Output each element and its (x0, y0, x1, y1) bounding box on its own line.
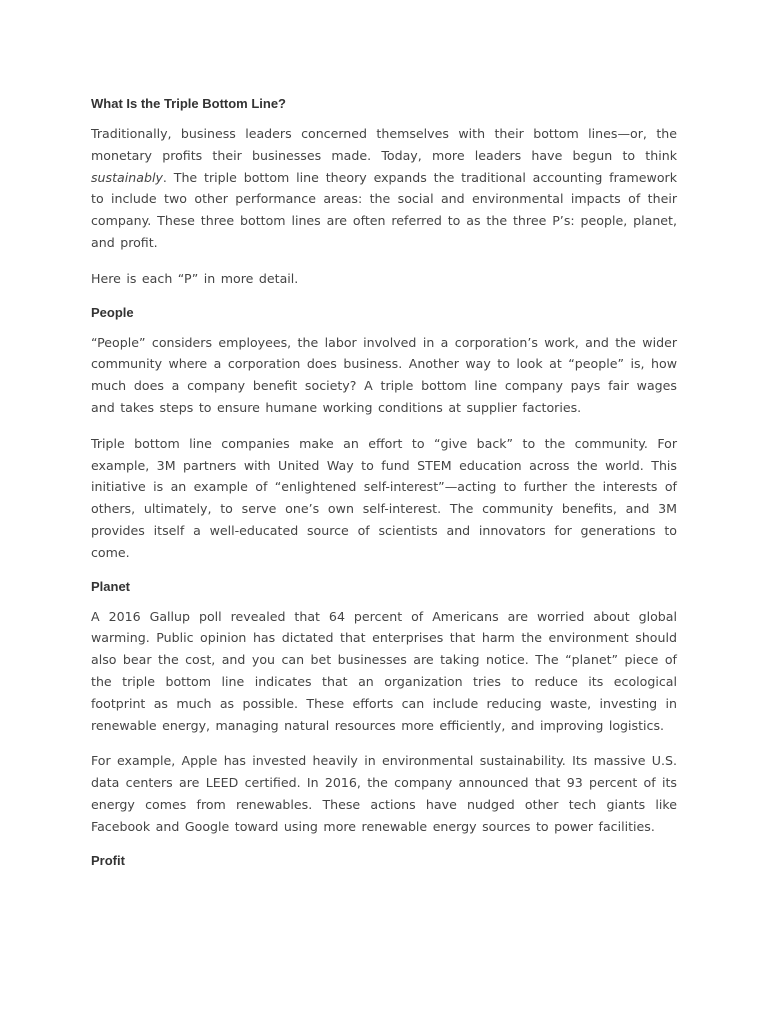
people-paragraph-1: “People” considers employees, the labor involved in a corporation’s work, and the wider community where a corporation does business. Another way to look at “people” is, how much does a company benefit society? A triple bottom line company pays fair wages and takes steps to ensure humane working conditions at supplier factories. (91, 334, 677, 415)
planet-paragraph-1: A 2016 Gallup poll revealed that 64 percent of Americans are worried about global warming. Public opinion has dictated that enterprises that harm the environment should also bear the cost, and you can bet businesses are taking notice. The “planet” piece of the triple bottom line indicates that an organization tries to reduce its ecological footprint as much as possible. These efforts can include reducing waste, investing in renewable energy, managing natural resources more efficiently, and improving logistics. (91, 608, 677, 733)
planet-heading: Planet (91, 578, 131, 594)
intro-text-end: . The triple bottom line theory expands the traditional accounting framework to include two other performance areas: the social and environmental impacts of their company. These three bottom lines are often referred to as the three P’s: people, planet, and profit. (91, 169, 677, 250)
planet-paragraph-2: For example, Apple has invested heavily in environmental sustainability. Its massive U.S. data centers are LEED certified. In 2016, the company announced that 93 percent of its energy comes from renewables. These actions have nudged other tech giants like Facebook and Google toward using more renewable energy sources to power facilities. (91, 753, 677, 834)
intro-text-start: Traditionally, business leaders concerned themselves with their bottom lines—or, the monetary profits their businesses made. Today, more leaders have begun to think (91, 126, 677, 163)
intro-emphasis: sustainably (91, 169, 163, 185)
people-paragraph-2: Triple bottom line companies make an effort to “give back” to the community. For example, 3M partners with United Way to fund STEM education across the world. This initiative is an example of “enlightened self-interest”—acting to further the interests of others, ultimately, to serve one’s own self-interest. The community benefits, and 3M provides itself a well-educated source of scientists and innovators for generations to come. (91, 435, 677, 560)
page-title: What Is the Triple Bottom Line? (91, 96, 286, 111)
people-heading: People (91, 304, 134, 320)
profit-heading: Profit (91, 852, 125, 868)
intro-paragraph (91, 123, 677, 254)
intro-lead-paragraph: Here is each “P” in more detail. (91, 270, 299, 286)
